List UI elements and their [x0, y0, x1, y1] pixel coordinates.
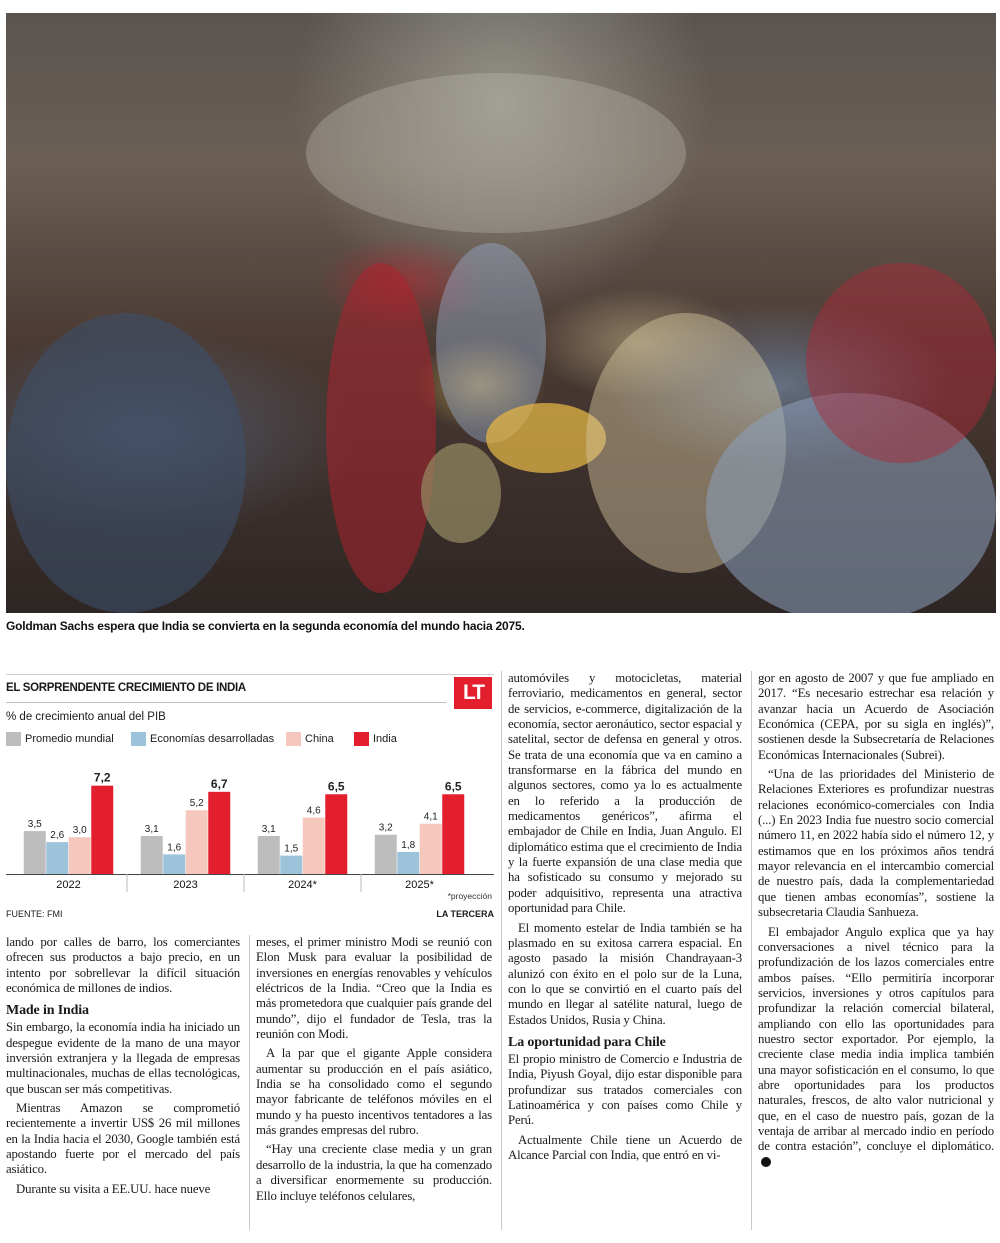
bar-india-2022 [91, 786, 113, 874]
paragraph: Actualmente Chile tiene un Acuerdo de Alcance Parcial con India, que entró en vi- [508, 1132, 742, 1162]
paragraph: automóviles y motocicletas, material ferroviario, medicamentos en general, sector de servicios, e-commerce, digitalización de la economía, sector aeronáutico, sector espacial y satelital, sector de defensa en general y otros. Se trata de una economía que va en camino a transformarse en la fábrica del mundo en algunos sectores, como ya lo es actualmente en lo referido a la producción de medicamentos genéricos”, afirma el embajador de Chile en India, Juan Angulo. El diplomático estima que el crecimiento de India y la fuerte expansión de una clase media que ha sofisticado su consumo y mejorado su poder adquisitivo, representa una atractiva oportunidad para Chile. [508, 671, 742, 916]
bar-china-2025 [420, 824, 442, 874]
paragraph: El propio ministro de Comercio e Industria de India, Piyush Goyal, dijo estar disponible para profundizar sus tratados comerciales con Latinoamérica y con países como Chile y Perú. [508, 1051, 742, 1128]
paragraph: Sin embargo, la economía india ha iniciado un despegue evidente de la mano de una mayor inversión extranjera y la llegada de empresas multinacionales, muchas de ellas tecnológicas, que buscan ser más competitivas. [6, 1020, 240, 1096]
paragraph: A la par que el gigante Apple considera aumentar su producción en el país asiático, India se ha consolidado como el segundo mayor fabricante de teléfonos móviles en el mundo y ha puesto incentivos tentadores a las más grandes empresas del rubro. [256, 1046, 492, 1138]
article-column-1 [6, 935, 240, 1201]
bar-value-label: 7,2 [93, 770, 111, 785]
paragraph: Mientras Amazon se comprometió recientemente a invertir US$ 26 mil millones en la India hacia el 2030, Google también está apostando fuerte por el mercado del país asiático. [6, 1101, 240, 1177]
paragraph [758, 925, 994, 1171]
bar-value-label: 3,1 [261, 823, 276, 835]
x-tick-label: 2025* [405, 879, 434, 891]
bar-value-label: 3,5 [27, 819, 42, 831]
column-divider [501, 671, 502, 1230]
bar-value-label: 5,2 [189, 798, 204, 810]
article-column-2 [256, 935, 492, 1208]
chart-header-rule [6, 702, 446, 703]
bar-value-label: 3,0 [72, 825, 87, 837]
end-of-article-icon [761, 1157, 771, 1167]
legend-swatch [6, 732, 21, 746]
x-tick-label: 2023 [173, 879, 198, 891]
article-column-4 [758, 671, 994, 1174]
bar-india-2024 [325, 794, 347, 874]
bar-promedio-mundial-2023 [141, 836, 163, 874]
market-crowd-photo [6, 13, 996, 613]
bar-value-label: 3,1 [144, 823, 159, 835]
bar-value-label: 1,8 [401, 839, 416, 851]
bar-value-label: 2,6 [50, 830, 65, 842]
bar-econom-as-desarrolladas-2023 [163, 854, 185, 874]
bar-value-label: 3,2 [378, 822, 393, 834]
legend-item-economias-desarrolladas [131, 732, 274, 746]
legend-label: India [373, 733, 397, 745]
bar-econom-as-desarrolladas-2024 [280, 856, 302, 874]
bar-china-2023 [186, 810, 208, 874]
chart-publisher: LA TERCERA [436, 909, 494, 919]
subheading-oportunidad-chile: La oportunidad para Chile [508, 1034, 666, 1050]
legend-swatch [286, 732, 301, 746]
legend-label: Promedio mundial [25, 733, 114, 745]
paragraph: lando por calles de barro, los comerciantes ofrecen sus productos a bajo precio, en un intento por sobrellevar la difícil situación económica de millones de indios. [6, 935, 240, 996]
legend-item-china [286, 732, 334, 746]
bar-value-label: 6,5 [327, 779, 345, 794]
chart-header [6, 674, 494, 710]
bar-value-label: 4,1 [423, 811, 438, 823]
bar-chart-plot [6, 752, 494, 902]
column-divider [249, 935, 250, 1230]
legend-swatch [354, 732, 369, 746]
subheading-made-in-india: Made in India [6, 1003, 89, 1019]
article-column-3 [508, 671, 742, 1167]
bar-value-label: 1,6 [167, 842, 182, 854]
paragraph: meses, el primer ministro Modi se reunió con Elon Musk para evaluar la posibilidad de inversiones en energías renovables y vehículos eléctricos de la India. “Creo que la India es más prometedora que cualquier país grande del mundo”, dijo el fundador de Tesla, tras la reunión con Modi. [256, 935, 492, 1042]
legend-swatch [131, 732, 146, 746]
legend-item-promedio-mundial [6, 732, 114, 746]
x-tick-label: 2024* [288, 879, 317, 891]
paragraph-text: El embajador Angulo explica que ya hay conversaciones a nivel técnico para la profundización de los lazos comerciales entre ambos países. “Ello permitiría incorporar servicios, inversiones y otros capítulos para profundizar la relación comercial bilateral, ampliando con ello las oportunidades para nuestro sector exportador. Por ejemplo, la creciente clase media india implica también una mayor sofisticación en el consumo, lo que abre oportunidades para los productos naturales, frescos, de alto valor nutricional y que, en el caso de nuestro país, gozan de la ventaja de arribar al mercado indio en período de contra estación”, concluye el diplomático. [758, 924, 994, 1154]
legend-label: China [305, 733, 334, 745]
photo-caption: Goldman Sachs espera que India se convierta en la segunda economía del mundo hacia 2075. [6, 619, 525, 633]
x-tick-label: 2022 [56, 879, 81, 891]
bar-value-label: 4,6 [306, 805, 321, 817]
bar-econom-as-desarrolladas-2025 [397, 852, 419, 874]
bar-value-label: 1,5 [284, 843, 299, 855]
paragraph: “Hay una creciente clase media y un gran desarrollo de la industria, la que ha comenzado a diversificar enormemente su producción. Ello incluye teléfonos celulares, [256, 1142, 492, 1203]
column-divider [751, 671, 752, 1230]
paragraph: El momento estelar de India también se ha plasmado en su exitosa carrera espacial. En agosto pasado la misión Chandrayaan-3 alunizó con éxito en el polo sur de la Luna, con lo que se convirtió en el cuarto país del mundo en llegar al satélite natural, luego de Estados Unidos, Rusia y China. [508, 920, 742, 1027]
chart-legend [6, 732, 494, 748]
bar-value-label: 6,5 [444, 779, 462, 794]
bar-promedio-mundial-2024 [258, 836, 280, 874]
gdp-growth-chart [6, 674, 494, 924]
legend-label: Economías desarrolladas [150, 733, 275, 745]
paragraph: “Una de las prioridades del Ministerio de Relaciones Exteriores es profundizar nuestras relaciones económico-comerciales con India (...) En 2023 India fue nuestro socio comercial número 11, en 2022 había sido el número 12, y estimamos que en los próximos años tendrá mayor relevancia en el intercambio comercial de nuestro país, dada la complementariedad que tienen ambas economías”, sostiene la subsecretaria Claudia Sanhueza. [758, 767, 994, 920]
projection-note: *proyección [447, 891, 492, 901]
bar-india-2025 [442, 794, 464, 874]
paragraph: gor en agosto de 2007 y que fue ampliado en 2017. “Es necesario estrechar esa relación y avanzar hacia un Acuerdo de Asociación Económica (CEPA, por su sigla en inglés)”, sostienen desde la Subsecretaría de Relaciones Económicas Internacionales (Subrei). [758, 671, 994, 762]
paragraph: Durante su visita a EE.UU. hace nueve [16, 1181, 211, 1196]
chart-source: FUENTE: FMI [6, 909, 63, 919]
bar-promedio-mundial-2025 [375, 835, 397, 874]
chart-subtitle: % de crecimiento anual del PIB [6, 711, 166, 723]
bar-china-2022 [69, 837, 91, 874]
bar-china-2024 [303, 818, 325, 874]
legend-item-india [354, 732, 397, 746]
bar-india-2023 [208, 792, 230, 874]
bar-value-label: 6,7 [210, 776, 228, 791]
bar-econom-as-desarrolladas-2022 [46, 842, 68, 874]
chart-title: EL SORPRENDENTE CRECIMIENTO DE INDIA [6, 682, 246, 694]
la-tercera-logo: LT [454, 677, 492, 709]
bar-promedio-mundial-2022 [24, 831, 46, 874]
